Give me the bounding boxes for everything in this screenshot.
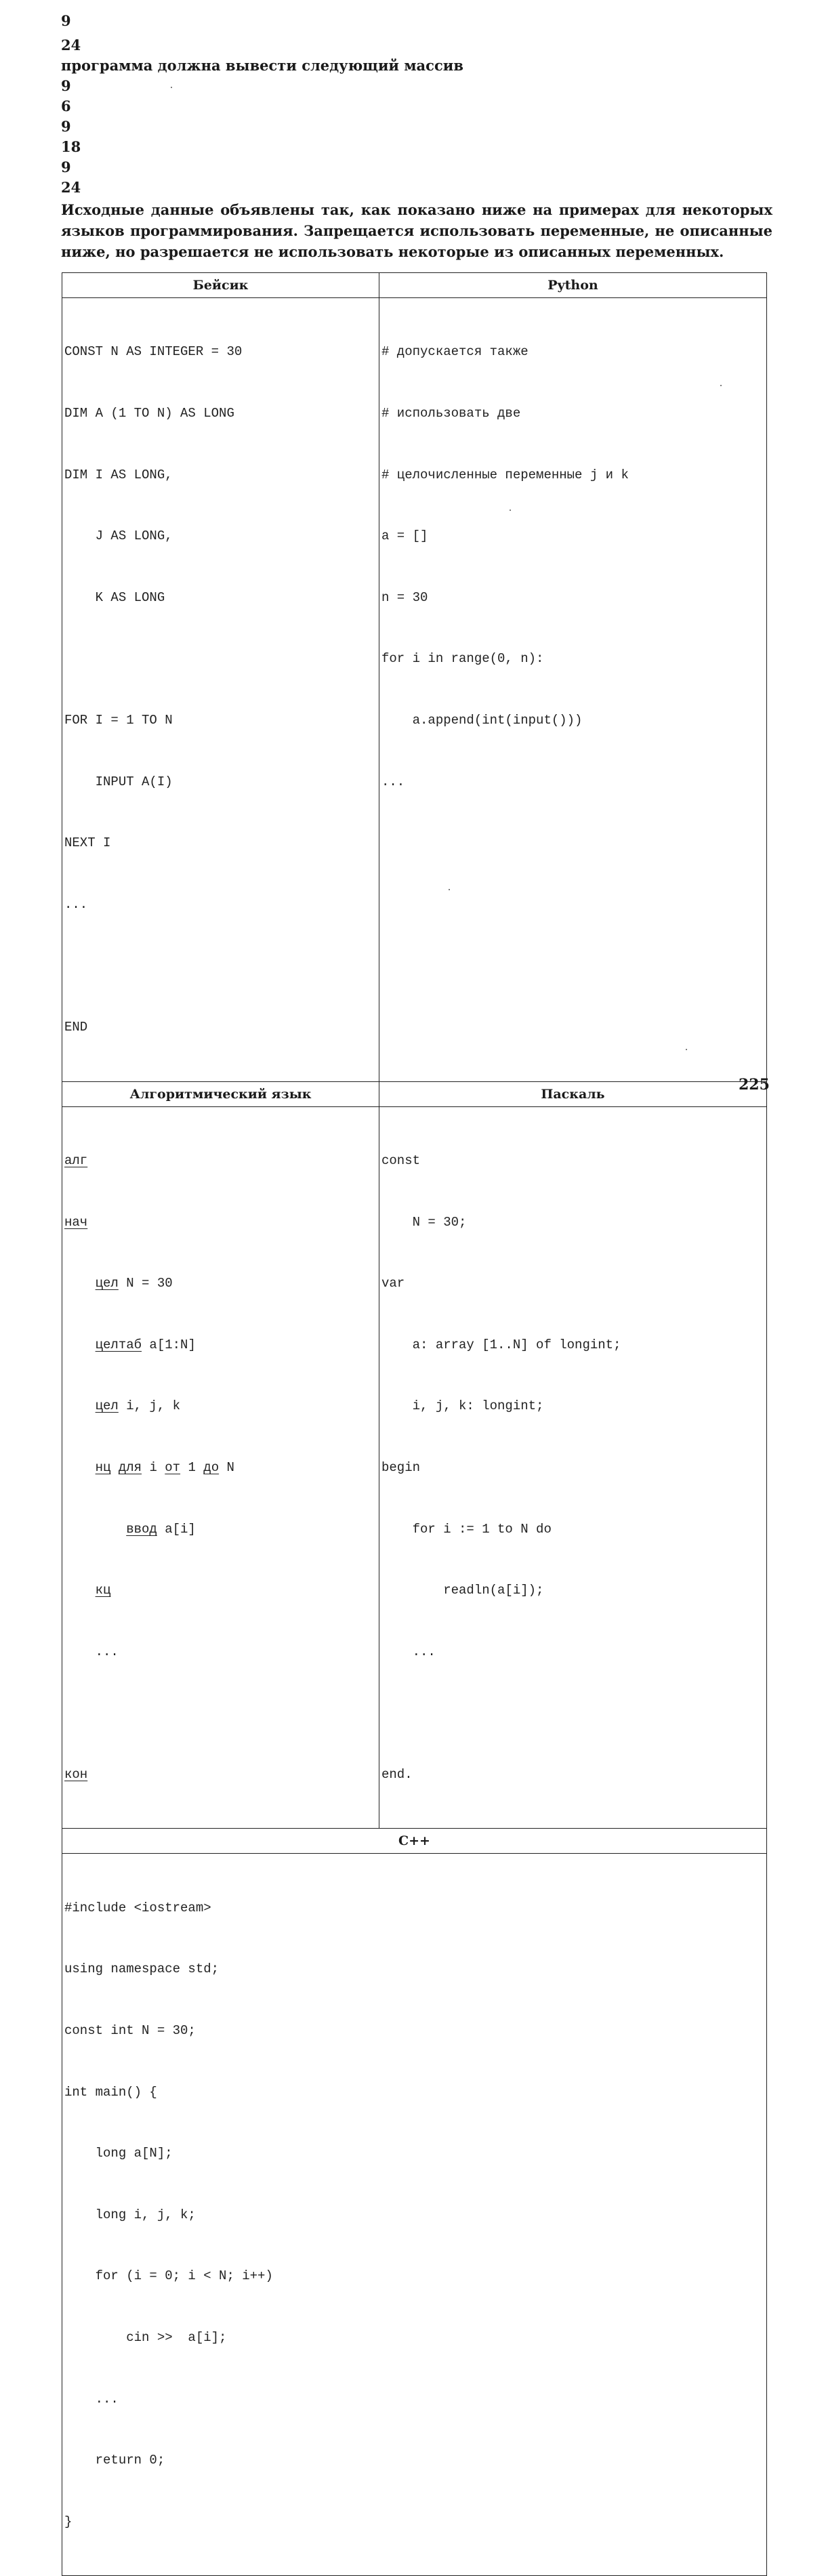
pascal-cell	[379, 1106, 767, 1829]
code-text: N = 30	[118, 1276, 173, 1291]
keyword: цел	[95, 1276, 119, 1291]
output-value: 9	[61, 77, 71, 94]
code-line: var	[381, 1276, 405, 1291]
code-line	[64, 1703, 379, 1723]
code-line: # целочисленные переменные j и k	[381, 467, 629, 482]
code-line: n = 30	[381, 589, 428, 605]
code-line: ...	[381, 1644, 436, 1659]
output-value: 9	[61, 118, 71, 135]
code-line	[64, 1580, 379, 1600]
code-line: end.	[381, 1766, 413, 1782]
code-text: 1	[180, 1459, 204, 1475]
code-text: N	[219, 1459, 234, 1475]
scan-speck	[171, 87, 172, 88]
code-line	[64, 1150, 379, 1171]
intro-line: программа должна вывести следующий массив	[61, 57, 463, 74]
algo-header: Алгоритмический язык	[62, 1081, 379, 1106]
code-text: ...	[95, 1644, 119, 1659]
code-line: #include <iostream>	[64, 1900, 211, 1915]
keyword: кц	[95, 1583, 111, 1598]
keyword: алг	[64, 1152, 88, 1168]
keyword: нач	[64, 1214, 88, 1230]
code-line: K AS LONG	[64, 589, 165, 605]
code-line	[64, 1273, 379, 1293]
code-line: # использовать две	[381, 406, 521, 421]
code-line: begin	[381, 1459, 421, 1475]
code-line	[64, 1764, 379, 1785]
code-table	[62, 272, 767, 2576]
code-line: DIM A (1 TO N) AS LONG	[64, 406, 234, 421]
code-text: i, j, k	[118, 1398, 181, 1414]
keyword: от	[165, 1459, 181, 1475]
code-line: N = 30;	[381, 1214, 467, 1230]
code-line	[64, 1335, 379, 1355]
python-cell	[379, 298, 767, 1082]
code-line	[64, 1212, 379, 1232]
code-line: i, j, k: longint;	[381, 1398, 544, 1414]
python-code	[379, 298, 766, 835]
intro-text	[61, 12, 772, 262]
output-value: 6	[61, 98, 71, 115]
output-value: 18	[61, 138, 81, 155]
code-line	[64, 1457, 379, 1478]
algo-code	[62, 1107, 379, 1829]
code-line: ...	[64, 896, 88, 912]
code-line: for (i = 0; i < N; i++)	[64, 2268, 273, 2284]
cpp-cell	[62, 1854, 767, 2576]
cpp-code	[62, 1854, 766, 2575]
code-line: long i, j, k;	[64, 2207, 196, 2222]
code-line: CONST N AS INTEGER = 30	[64, 344, 243, 360]
code-line: readln(a[i]);	[381, 1583, 544, 1598]
basic-cell	[62, 298, 379, 1082]
algo-cell	[62, 1106, 379, 1829]
code-line	[64, 648, 379, 669]
code-line: int main() {	[64, 2084, 157, 2100]
code-line: # допускается также	[381, 344, 529, 360]
code-line: NEXT I	[64, 835, 111, 851]
code-text: i	[142, 1459, 165, 1475]
code-text: a[1:N]	[142, 1337, 196, 1352]
code-line: J AS LONG,	[64, 528, 173, 544]
code-line	[64, 955, 379, 976]
scan-speck	[686, 1049, 687, 1050]
code-line: for i in range(0, n):	[381, 651, 544, 667]
cpp-header: C++	[62, 1829, 767, 1854]
code-line: DIM I AS LONG,	[64, 467, 173, 482]
code-line	[64, 1519, 379, 1539]
code-line: return 0;	[64, 2453, 165, 2468]
code-line: const int N = 30;	[64, 2023, 196, 2039]
keyword: целтаб	[95, 1337, 142, 1352]
cut-off-line: 9	[61, 12, 71, 29]
keyword: до	[203, 1459, 220, 1475]
intro-paragraph: Исходные данные объявлены так, как показано ниже на примерах для некоторых языков программирования. Запрещается использовать переменные, не описанные ниже, но разрешается не использовать некоторые из описанных переменных.	[61, 201, 772, 260]
code-line: ...	[381, 774, 405, 789]
intro-line: 24	[61, 37, 81, 54]
python-header: Python	[379, 273, 767, 298]
keyword: цел	[95, 1398, 119, 1414]
code-line	[64, 1642, 379, 1662]
scan-speck	[449, 889, 450, 890]
code-line: a = []	[381, 528, 428, 544]
code-text: a[i]	[157, 1521, 196, 1537]
basic-header: Бейсик	[62, 273, 379, 298]
code-line: for i := 1 to N do	[381, 1521, 552, 1537]
code-line: ...	[64, 2391, 119, 2407]
code-line: const	[381, 1152, 421, 1168]
pascal-header: Паскаль	[379, 1081, 767, 1106]
output-value: 24	[61, 179, 81, 196]
keyword: ввод	[126, 1521, 157, 1537]
code-line: }	[64, 2514, 73, 2529]
code-line: long a[N];	[64, 2146, 173, 2161]
basic-code	[62, 298, 379, 1081]
scan-speck	[720, 385, 722, 386]
page-number: 225	[739, 1076, 770, 1094]
code-line: FOR I = 1 TO N	[64, 712, 173, 728]
keyword: нц	[95, 1459, 111, 1475]
scan-speck	[510, 510, 511, 511]
code-line: a.append(int(input()))	[381, 712, 583, 728]
keyword: для	[118, 1459, 142, 1475]
code-line: INPUT A(I)	[64, 774, 173, 789]
keyword: кон	[64, 1766, 88, 1782]
code-line	[64, 1396, 379, 1416]
code-line	[381, 1703, 766, 1723]
output-value: 9	[61, 159, 71, 175]
pascal-code	[379, 1107, 766, 1829]
code-line: cin >> a[i];	[64, 2330, 227, 2346]
code-line: a: array [1..N] of longint;	[381, 1337, 621, 1352]
code-line: END	[64, 1019, 88, 1035]
code-line: using namespace std;	[64, 1961, 220, 1977]
